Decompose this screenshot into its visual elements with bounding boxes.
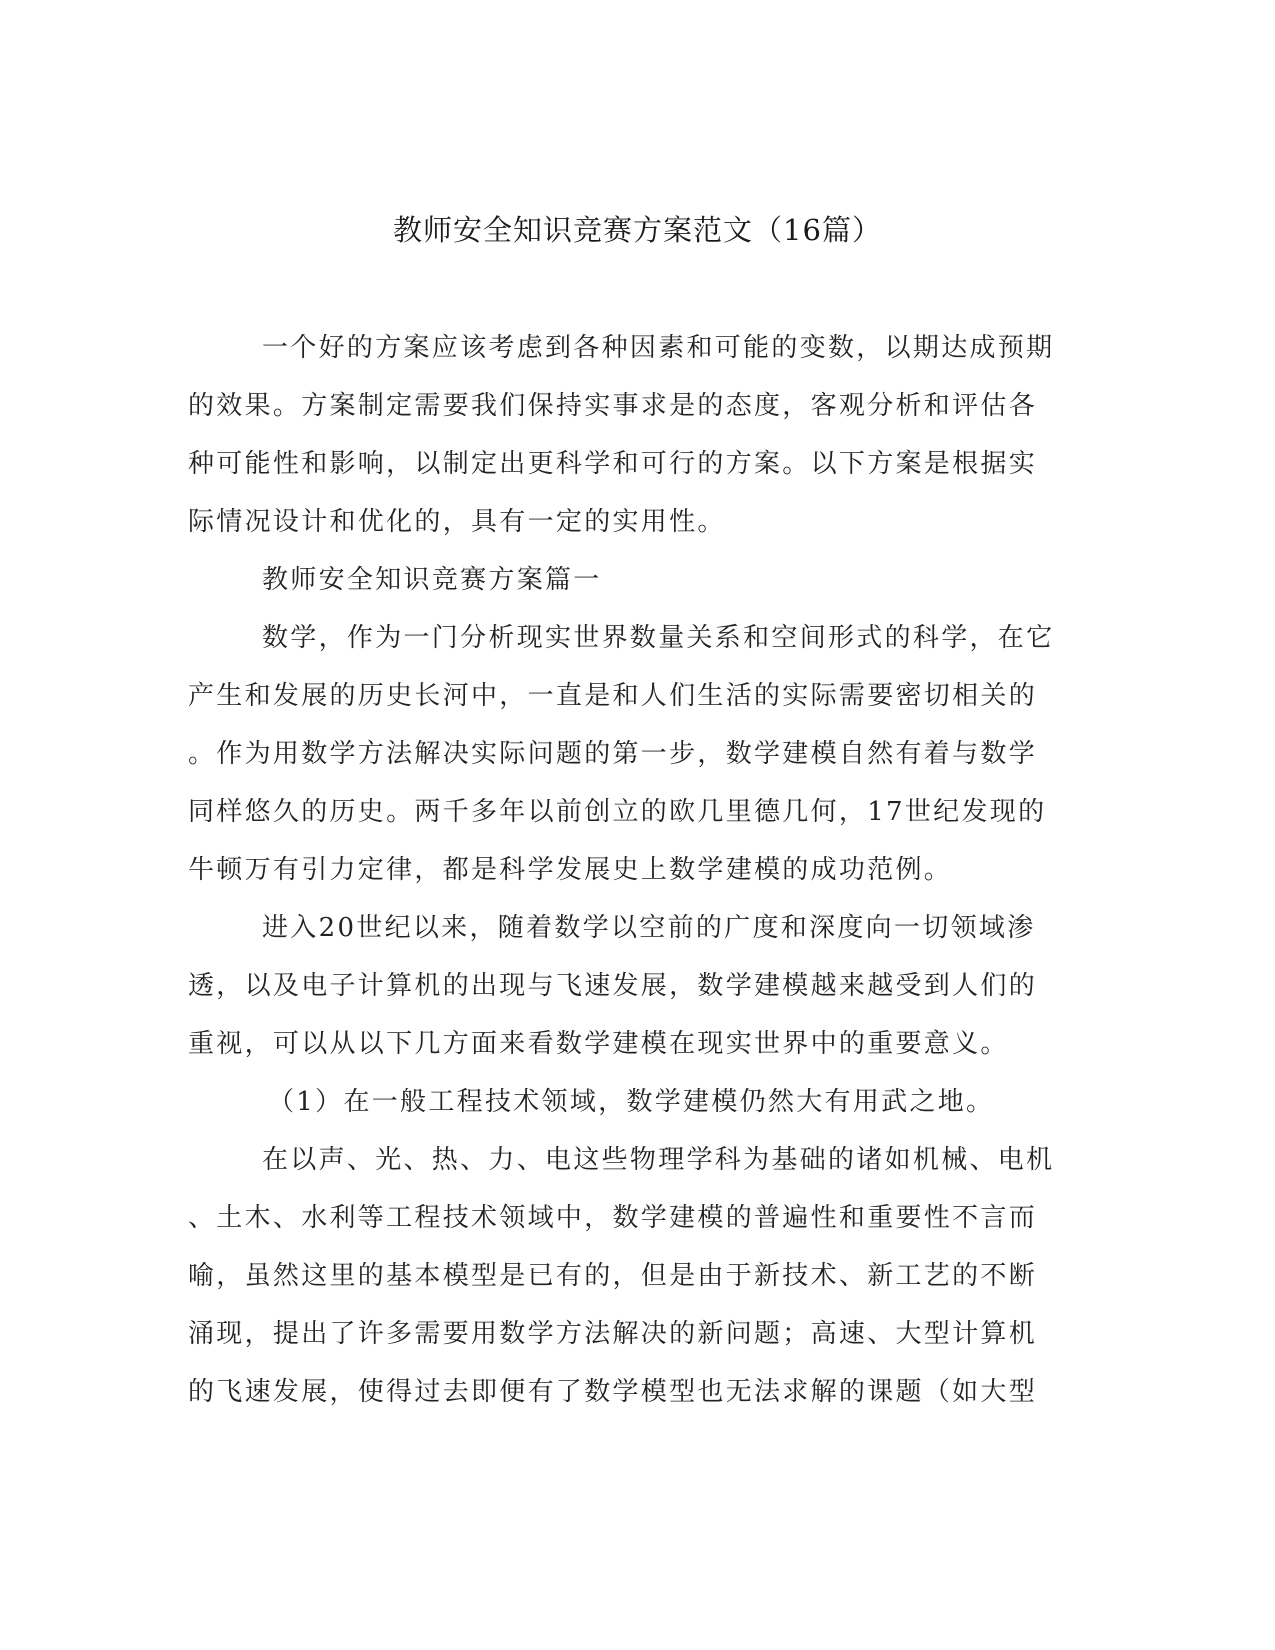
paragraph-line: 的飞速发展，使得过去即便有了数学模型也无法求解的课题（如大型 — [188, 1377, 1038, 1407]
paragraph-line: 涌现，提出了许多需要用数学方法解决的新问题；高速、大型计算机 — [188, 1319, 1038, 1349]
paragraph-line: 数学，作为一门分析现实世界数量关系和空间形式的科学，在它 — [262, 623, 1055, 653]
paragraph-line: 的效果。方案制定需要我们保持实事求是的态度，客观分析和评估各 — [188, 391, 1038, 421]
paragraph-line: 。作为用数学方法解决实际问题的第一步，数学建模自然有着与数学 — [188, 739, 1038, 769]
paragraph-line: 一个好的方案应该考虑到各种因素和可能的变数，以期达成预期 — [262, 333, 1055, 363]
paragraph-line: 牛顿万有引力定律，都是科学发展史上数学建模的成功范例。 — [188, 855, 953, 885]
paragraph-line: 际情况设计和优化的，具有一定的实用性。 — [188, 507, 726, 537]
paragraph-line: 重视，可以从以下几方面来看数学建模在现实世界中的重要意义。 — [188, 1029, 1009, 1059]
paragraph-line: 喻，虽然这里的基本模型是已有的，但是由于新技术、新工艺的不断 — [188, 1261, 1038, 1291]
paragraph-line: 、土木、水利等工程技术领域中，数学建模的普遍性和重要性不言而 — [188, 1203, 1038, 1233]
paragraph-line: 同样悠久的历史。两千多年以前创立的欧几里德几何，17世纪发现的 — [188, 797, 1047, 827]
paragraph-line: 产生和发展的历史长河中，一直是和人们生活的实际需要密切相关的 — [188, 681, 1038, 711]
paragraph-line: 种可能性和影响，以制定出更科学和可行的方案。以下方案是根据实 — [188, 449, 1038, 479]
section-heading: 教师安全知识竞赛方案篇一 — [262, 565, 602, 595]
paragraph-line: 在以声、光、热、力、电这些物理学科为基础的诸如机械、电机 — [262, 1145, 1055, 1175]
paragraph-line: 透，以及电子计算机的出现与飞速发展，数学建模越来越受到人们的 — [188, 971, 1038, 1001]
paragraph-line: 进入20世纪以来，随着数学以空前的广度和深度向一切领域渗 — [262, 913, 1036, 943]
document-title: 教师安全知识竞赛方案范文（16篇） — [393, 213, 882, 247]
list-item: （1）在一般工程技术领域，数学建模仍然大有用武之地。 — [268, 1087, 995, 1117]
